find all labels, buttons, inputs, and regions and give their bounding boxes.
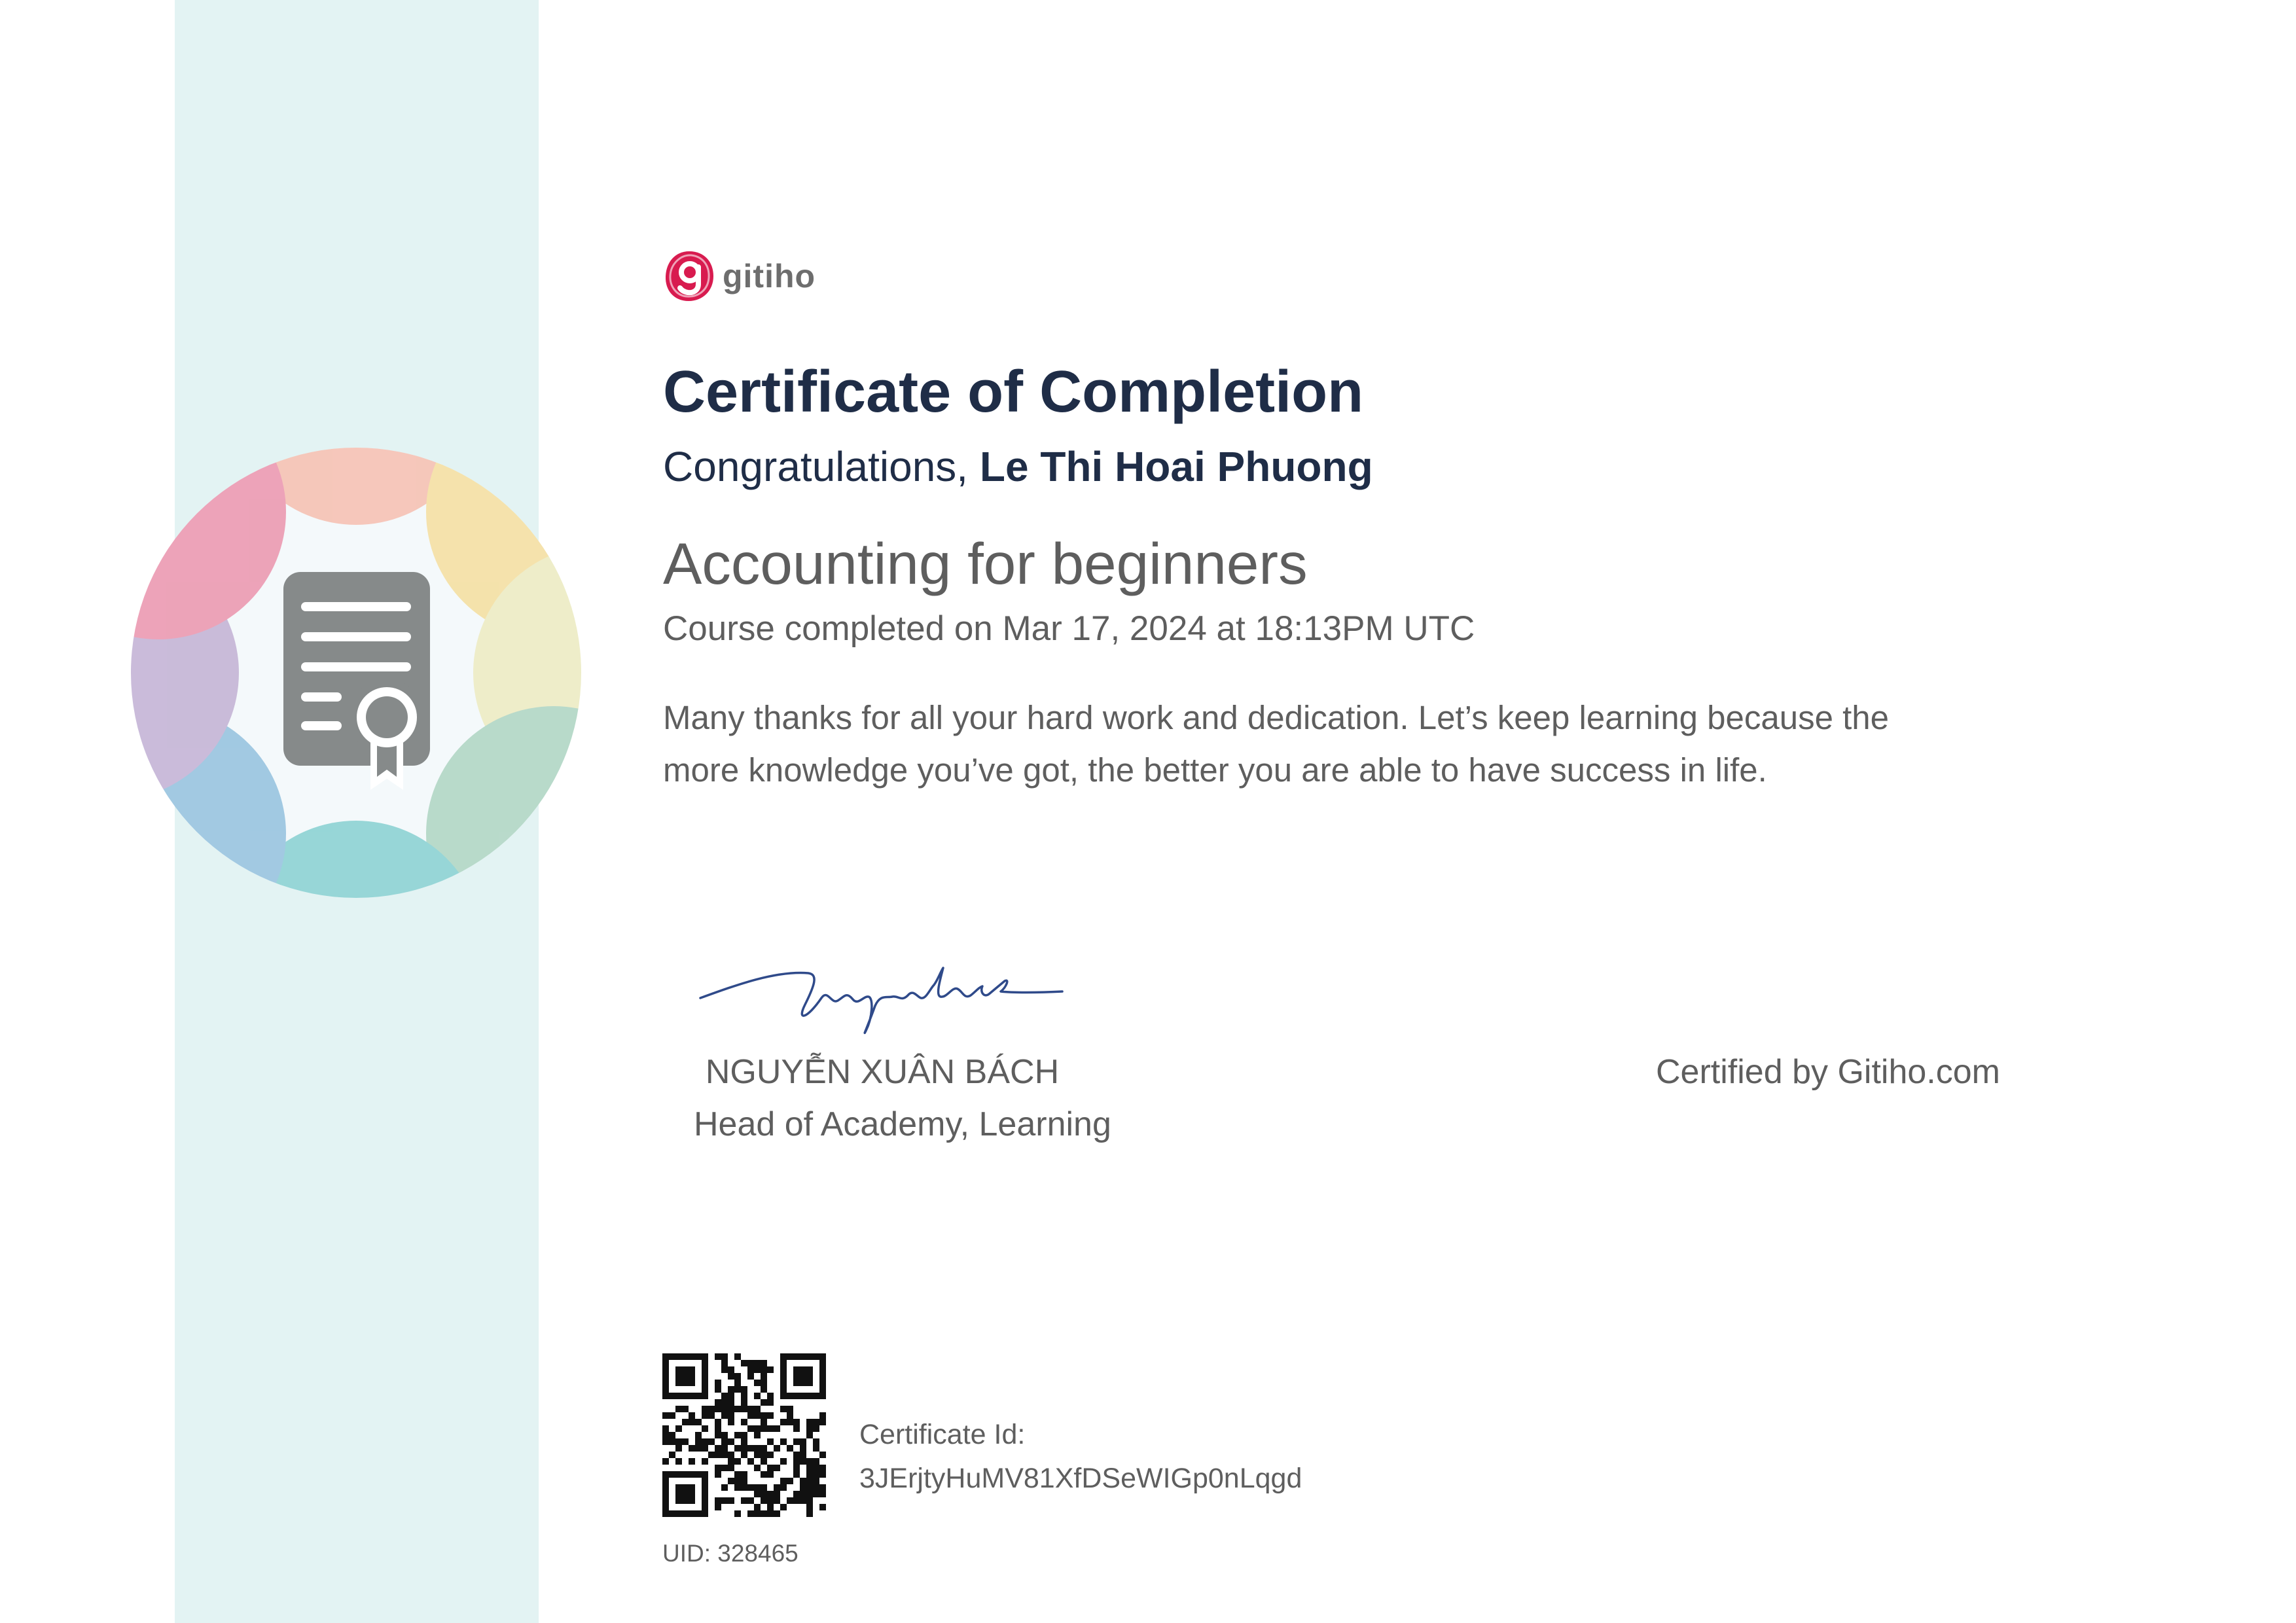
certificate-message: Many thanks for all your hard work and dedication. Let’s keep learning because the more knowledge you’ve got, the better you are able to have success in life. xyxy=(663,699,1890,789)
congrats-prefix: Congratulations, xyxy=(663,443,980,490)
certified-by: Certified by Gitiho.com xyxy=(1656,1053,2000,1091)
recipient-name: Le Thi Hoai Phuong xyxy=(979,443,1373,490)
uid-label: UID: 328465 xyxy=(662,1540,798,1567)
qr-modules xyxy=(662,1353,826,1517)
certificate-badge xyxy=(130,446,583,899)
certificate-id-label: Certificate Id: xyxy=(859,1419,1026,1450)
signature xyxy=(697,959,1064,1044)
signatory-title: Head of Academy, Learning xyxy=(694,1105,1111,1143)
congratulations-line xyxy=(663,442,1373,491)
certificate-document-icon xyxy=(130,446,583,899)
brand-name: gitiho xyxy=(723,258,816,294)
course-name: Accounting for beginners xyxy=(663,531,1308,596)
completion-date: Course completed on Mar 17, 2024 at 18:13PM UTC xyxy=(663,609,1475,648)
certificate-id-value: 3JErjtyHuMV81XfDSeWIGp0nLqgd xyxy=(859,1463,1302,1494)
qr-code xyxy=(662,1353,826,1517)
brand-logo xyxy=(662,249,816,304)
signatory-name: NGUYỄN XUÂN BÁCH xyxy=(705,1053,1060,1091)
gitiho-logo-icon xyxy=(662,249,716,304)
certificate-title: Certificate of Completion xyxy=(663,359,1364,425)
